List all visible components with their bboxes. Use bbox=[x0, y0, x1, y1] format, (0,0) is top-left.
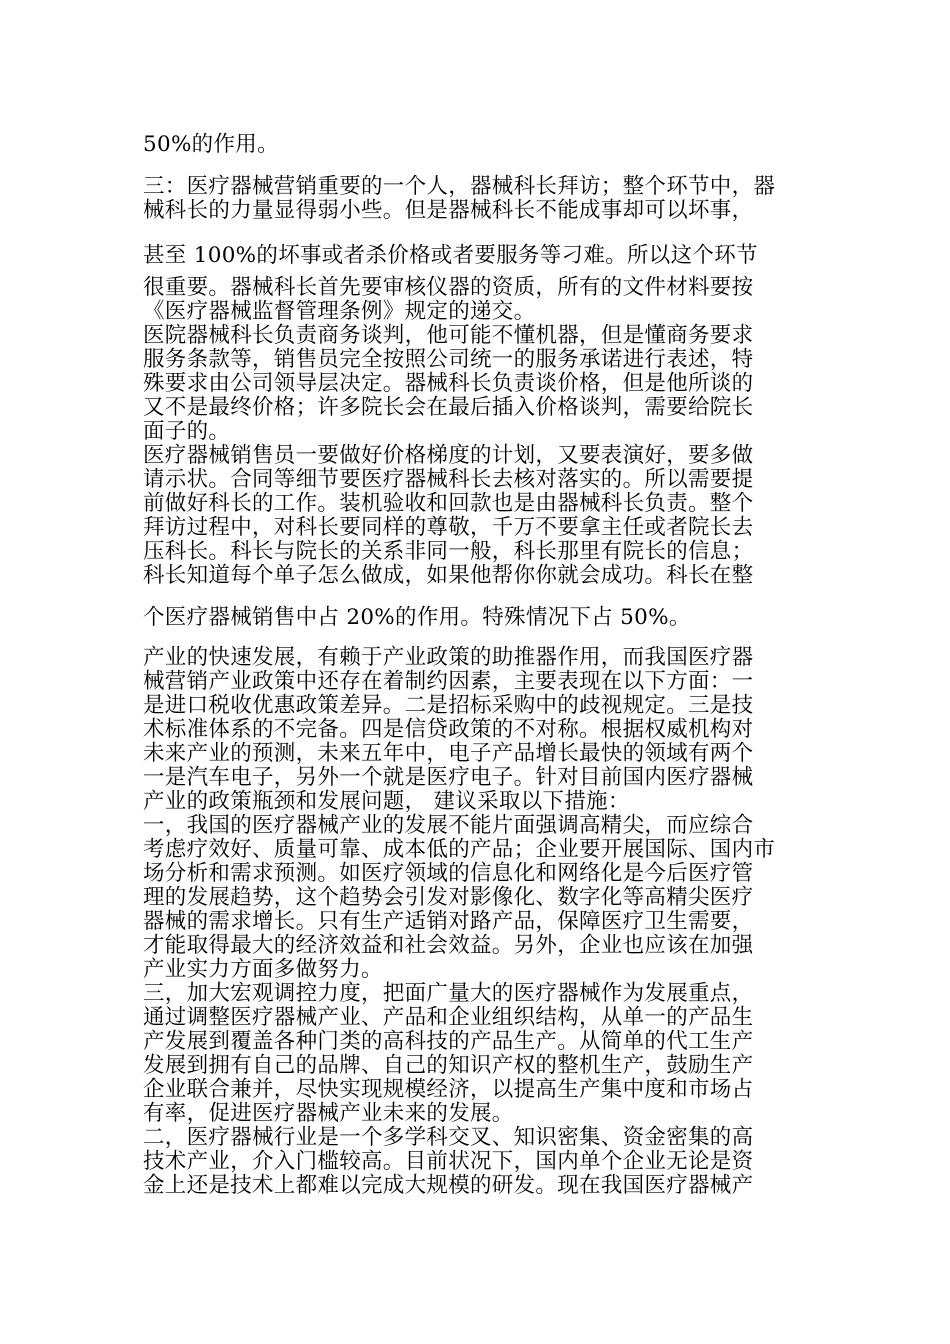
text-line: 械营销产业政策中还存在着制约因素，主要表现在以下方面：一 bbox=[143, 669, 754, 694]
text-line: 医院器械科长负责商务谈判，他可能不懂机器，但是懂商务要求 bbox=[143, 323, 754, 348]
paragraph-2-continued bbox=[143, 236, 813, 324]
text-line: 服务条款等，销售员完全按照公司统一的服务承诺进行表述，特 bbox=[143, 347, 754, 372]
text-line: 很重要。器械科长首先要审核仪器的资质，所有的文件材料要按 bbox=[143, 275, 754, 300]
text-line: 产发展到覆盖各种门类的高科技的产品生产。从简单的代工生产 bbox=[143, 1029, 754, 1054]
text-line: 一是汽车电子，另外一个就是医疗电子。针对目前国内医疗器械 bbox=[143, 765, 754, 790]
paragraph-7 bbox=[143, 982, 813, 1126]
text-line: 请示状。合同等细节要医疗器械科长去核对落实的。所以需要提 bbox=[143, 467, 754, 492]
paragraph-1 bbox=[143, 133, 813, 157]
text-line: 压科长。科长与院长的关系非同一般，科长那里有院长的信息； bbox=[143, 539, 754, 564]
text-line: 科长知道每个单子怎么做成，如果他帮你你就会成功。科长在整 bbox=[143, 563, 754, 588]
text-line: 三：医疗器械营销重要的一个人，器械科长拜访；整个环节中，器 bbox=[143, 174, 776, 199]
text-line: 产业实力方面多做努力。 bbox=[143, 957, 383, 982]
text-line: 场分析和需求预测。如医疗领域的信息化和网络化是今后医疗管 bbox=[143, 861, 754, 886]
paragraph-6 bbox=[143, 814, 813, 982]
text-line: 产业的快速发展，有赖于产业政策的助推器作用，而我国医疗器 bbox=[143, 645, 754, 670]
paragraph-8 bbox=[143, 1126, 813, 1198]
text-line: 术标准体系的不完备。四是信贷政策的不对称。根据权威机构对 bbox=[143, 717, 754, 742]
paragraph-3 bbox=[143, 324, 813, 444]
text-line: 殊要求由公司领导层决定。器械科长负责谈价格，但是他所谈的 bbox=[143, 371, 754, 396]
text-line: 个医疗器械销售中占 20%的作用。特殊情况下占 50%。 bbox=[143, 605, 691, 630]
text-line: 械科长的力量显得弱小些。但是器械科长不能成事却可以坏事， bbox=[143, 198, 754, 223]
text-line: 理的发展趋势，这个趋势会引发对影像化、数字化等高精尖医疗 bbox=[143, 885, 754, 910]
text-line: 甚至 100%的坏事或者杀价格或者要服务等刁难。所以这个环节 bbox=[143, 243, 758, 268]
paragraph-2 bbox=[143, 175, 813, 223]
text-line: 才能取得最大的经济效益和社会效益。另外，企业也应该在加强 bbox=[143, 933, 754, 958]
text-line: 二，医疗器械行业是一个多学科交叉、知识密集、资金密集的高 bbox=[143, 1125, 754, 1150]
text-line: 面子的。 bbox=[143, 419, 231, 444]
paragraph-4 bbox=[143, 444, 813, 588]
paragraph-5 bbox=[143, 646, 813, 814]
text-line: 三，加大宏观调控力度，把面广量大的医疗器械作为发展重点， bbox=[143, 981, 754, 1006]
text-line: 企业联合兼并，尽快实现规模经济，以提高生产集中度和市场占 bbox=[143, 1077, 754, 1102]
text-line: 《医疗器械监督管理条例》规定的递交。 bbox=[143, 299, 536, 324]
text-line: 考虑疗效好、质量可靠、成本低的产品；企业要开展国际、国内市 bbox=[143, 837, 776, 862]
text-line: 一，我国的医疗器械产业的发展不能片面强调高精尖，而应综合 bbox=[143, 813, 754, 838]
text-line: 又不是最终价格；许多院长会在最后插入价格谈判，需要给院长 bbox=[143, 395, 754, 420]
text-line: 技术产业，介入门槛较高。目前状况下，国内单个企业无论是资 bbox=[143, 1149, 754, 1174]
text-line: 通过调整医疗器械产业、产品和企业组织结构，从单一的产品生 bbox=[143, 1005, 754, 1030]
paragraph-4-continued bbox=[143, 606, 813, 630]
text-line: 未来产业的预测，未来五年中，电子产品增长最快的领域有两个 bbox=[143, 741, 754, 766]
text-line: 50%的作用。 bbox=[143, 132, 279, 157]
text-line: 医疗器械销售员一要做好价格梯度的计划，又要表演好，要多做 bbox=[143, 443, 754, 468]
text-line: 拜访过程中，对科长要同样的尊敬，千万不要拿主任或者院长去 bbox=[143, 515, 754, 540]
text-line: 是进口税收优惠政策差异。二是招标采购中的歧视规定。三是技 bbox=[143, 693, 754, 718]
text-line: 金上还是技术上都难以完成大规模的研发。现在我国医疗器械产 bbox=[143, 1173, 754, 1198]
text-line: 器械的需求增长。只有生产适销对路产品，保障医疗卫生需要， bbox=[143, 909, 754, 934]
text-line: 有率，促进医疗器械产业未来的发展。 bbox=[143, 1101, 514, 1126]
text-line: 产业的政策瓶颈和发展问题， 建议采取以下措施： bbox=[143, 789, 630, 814]
text-line: 发展到拥有自己的品牌、自己的知识产权的整机生产，鼓励生产 bbox=[143, 1053, 754, 1078]
text-line: 前做好科长的工作。装机验收和回款也是由器械科长负责。整个 bbox=[143, 491, 754, 516]
